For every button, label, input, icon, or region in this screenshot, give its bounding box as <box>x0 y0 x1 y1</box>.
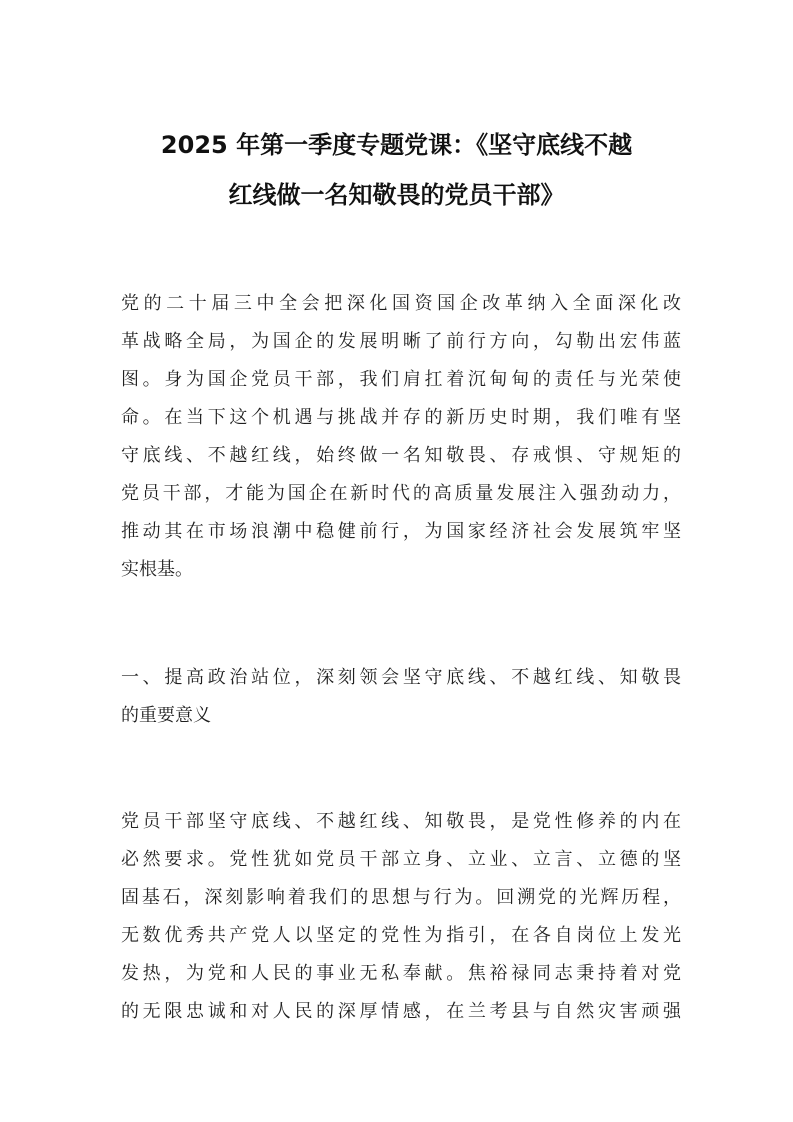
paragraph-3-line-3: 固基石，深刻影响着我们的思想与行为。回溯党的光辉历程， <box>121 887 681 908</box>
title-line-2: 红线做一名知敬畏的党员干部》 <box>228 181 565 209</box>
paragraph-1-line-8: 实根基。 <box>121 559 193 580</box>
paragraph-1-line-2: 革战略全局，为国企的发展明晰了前行方向，勾勒出宏伟蓝 <box>121 331 681 352</box>
paragraph-1-line-4: 命。在当下这个机遇与挑战并存的新历史时期，我们唯有坚 <box>121 407 681 428</box>
paragraph-1-line-6: 党员干部，才能为国企在新时代的高质量发展注入强劲动力， <box>121 483 681 504</box>
title-line-1: 2025 年第一季度专题党课：《坚守底线不越 <box>160 131 633 159</box>
paragraph-3-line-6: 的无限忠诚和对人民的深厚情感，在兰考县与自然灾害顽强 <box>121 1001 681 1022</box>
paragraph-3-line-4: 无数优秀共产党人以坚定的党性为指引，在各自岗位上发光 <box>121 925 681 946</box>
section-heading-1-line-2: 的重要意义 <box>121 705 211 726</box>
paragraph-3-line-5: 发热，为党和人民的事业无私奉献。焦裕禄同志秉持着对党 <box>121 963 681 984</box>
paragraph-1-line-3: 图。身为国企党员干部，我们肩扛着沉甸甸的责任与光荣使 <box>121 369 681 390</box>
paragraph-1-line-7: 推动其在市场浪潮中稳健前行，为国家经济社会发展筑牢坚 <box>121 521 681 542</box>
section-heading-1-line-1: 一、提高政治站位，深刻领会坚守底线、不越红线、知敬畏 <box>121 667 681 688</box>
paragraph-3-line-2: 必然要求。党性犹如党员干部立身、立业、立言、立德的坚 <box>121 849 681 870</box>
paragraph-3-line-1: 党员干部坚守底线、不越红线、知敬畏，是党性修养的内在 <box>121 811 681 832</box>
paragraph-1-line-1: 党的二十届三中全会把深化国资国企改革纳入全面深化改 <box>121 293 681 314</box>
document-title <box>90 121 703 219</box>
paragraph-1-line-5: 守底线、不越红线，始终做一名知敬畏、存戒惧、守规矩的 <box>121 445 681 466</box>
